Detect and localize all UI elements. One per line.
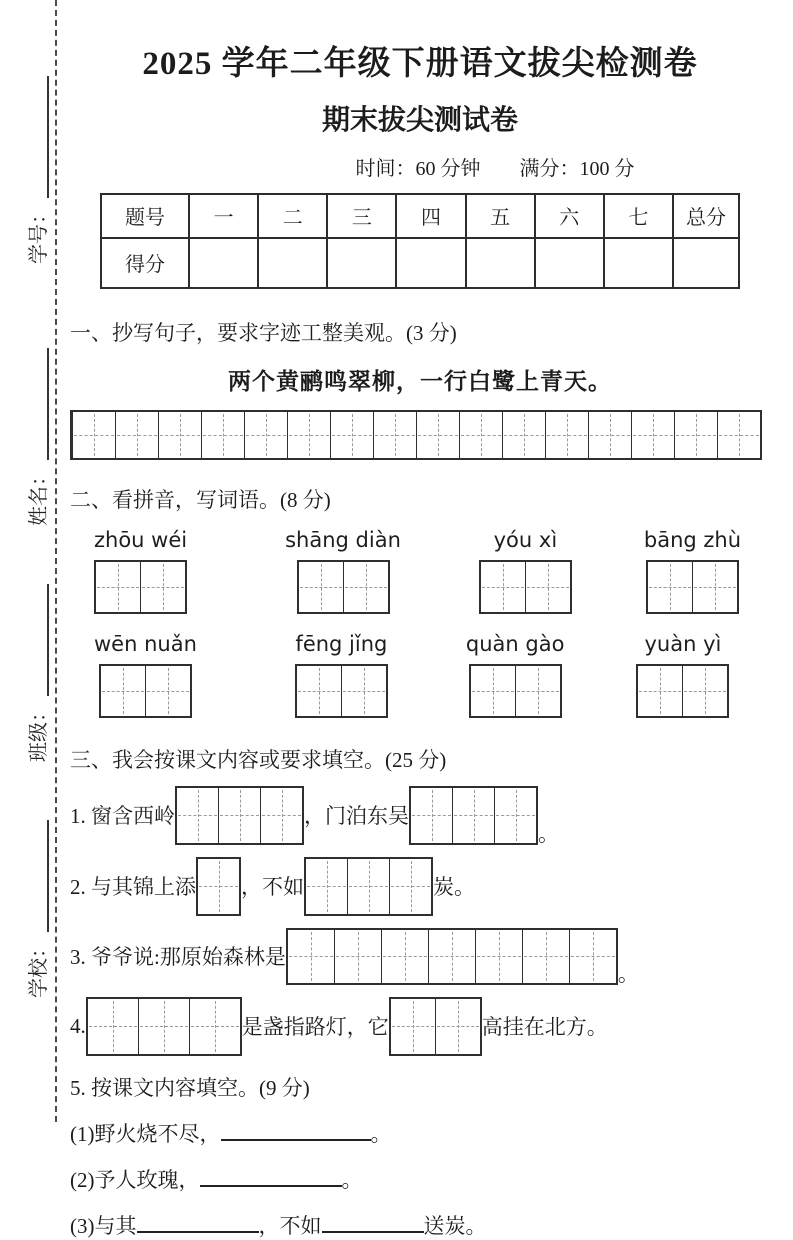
student-number-blank xyxy=(23,76,49,198)
pinyin-group xyxy=(479,528,572,614)
score-empty-cell xyxy=(604,238,673,288)
writing-cell xyxy=(428,930,475,983)
writing-cell xyxy=(158,412,201,458)
time-info: 时间：60 分钟 xyxy=(355,157,481,180)
answer-grid xyxy=(175,786,304,845)
q5-item-2 xyxy=(70,1162,770,1194)
score-header-cell: 五 xyxy=(466,194,535,238)
name-blank xyxy=(23,348,49,460)
student-info-rail xyxy=(20,40,52,1060)
section1-heading: 一、抄写句子，要求字迹工整美观。(3 分) xyxy=(70,320,457,345)
writing-cell xyxy=(201,412,244,458)
writing-cell xyxy=(682,666,727,716)
answer-grid xyxy=(469,664,562,718)
answer-grid xyxy=(297,560,390,614)
q5-item3-pre: (3)与其 xyxy=(70,1213,137,1238)
writing-cell xyxy=(373,412,416,458)
score-header-cell: 七 xyxy=(604,194,673,238)
seal-dashed-line xyxy=(55,0,57,1122)
q1-mid: ，门泊东吴 xyxy=(304,804,409,829)
writing-cell xyxy=(545,412,588,458)
writing-cell xyxy=(515,666,560,716)
writing-cell xyxy=(198,859,239,914)
writing-cell xyxy=(475,930,522,983)
q2-mid: ，不如 xyxy=(241,875,304,900)
writing-cell xyxy=(72,412,115,458)
score-empty-cell xyxy=(466,238,535,288)
question-5-heading: 5. 按课文内容填空。(9 分) xyxy=(70,1075,310,1100)
q5-item1-pre: (1)野火烧不尽， xyxy=(70,1121,221,1146)
score-header-cell: 一 xyxy=(189,194,258,238)
q5-item1-post: 。 xyxy=(370,1121,392,1146)
school-blank xyxy=(23,820,49,932)
answer-grid xyxy=(295,664,388,718)
writing-cell xyxy=(391,999,435,1054)
answer-grid xyxy=(389,997,482,1056)
writing-cell xyxy=(588,412,631,458)
pinyin-text: zhōu wéi xyxy=(94,527,188,552)
writing-cell xyxy=(88,999,138,1054)
writing-cell xyxy=(189,999,240,1054)
writing-cell xyxy=(218,788,260,843)
section1-writing-grid xyxy=(70,410,762,460)
q5-item-1 xyxy=(70,1116,770,1148)
writing-cell xyxy=(115,412,158,458)
question-4 xyxy=(70,997,770,1056)
q1-prefix: 1. 窗含西岭 xyxy=(70,804,175,829)
pinyin-text: wēn nuǎn xyxy=(94,631,197,656)
answer-grid xyxy=(99,664,192,718)
pinyin-group xyxy=(94,528,187,614)
school-label: 学校： xyxy=(27,938,50,998)
q4-suffix: 高挂在北方。 xyxy=(481,1015,608,1040)
pinyin-group xyxy=(466,632,565,718)
answer-grid xyxy=(479,560,572,614)
score-row-label: 得分 xyxy=(101,238,189,288)
writing-cell xyxy=(260,788,302,843)
pinyin-row-1 xyxy=(70,528,770,614)
q5-item2-post: 。 xyxy=(341,1167,363,1192)
writing-cell xyxy=(343,562,388,612)
pinyin-group xyxy=(644,528,741,614)
pinyin-text: bāng zhù xyxy=(643,527,742,552)
writing-cell xyxy=(648,562,692,612)
fill-blank xyxy=(221,1116,371,1141)
writing-cell xyxy=(494,788,536,843)
q4-prefix: 4. xyxy=(70,1013,86,1038)
writing-cell xyxy=(101,666,145,716)
writing-cell xyxy=(299,562,343,612)
writing-cell xyxy=(96,562,140,612)
answer-grid xyxy=(94,560,187,614)
pinyin-text: quàn gào xyxy=(465,631,565,656)
writing-cell xyxy=(435,999,480,1054)
section2-heading: 二、看拼音，写词语。(8 分) xyxy=(70,487,331,512)
question-2 xyxy=(70,857,770,916)
writing-cell xyxy=(288,930,334,983)
copy-sentence: 两个黄鹂鸣翠柳，一行白鹭上青天。 xyxy=(228,368,612,394)
q3-prefix: 3. 爷爷说:那原始森林是 xyxy=(70,945,286,970)
writing-cell xyxy=(306,859,347,914)
q4-mid: 是盏指路灯，它 xyxy=(241,1015,389,1040)
answer-grid xyxy=(196,857,241,916)
writing-cell xyxy=(481,562,525,612)
score-table xyxy=(100,193,740,289)
q5-item3-mid: ，不如 xyxy=(258,1213,322,1238)
writing-cell xyxy=(416,412,459,458)
score-header-cell: 题号 xyxy=(101,194,189,238)
writing-cell xyxy=(145,666,190,716)
q1-suffix: 。 xyxy=(538,821,559,846)
pinyin-group xyxy=(636,632,729,718)
q5-item-3 xyxy=(70,1208,770,1240)
pinyin-group xyxy=(94,632,197,718)
score-table-header-row xyxy=(101,194,739,238)
q2-prefix: 2. 与其锦上添 xyxy=(70,875,196,900)
writing-cell xyxy=(674,412,717,458)
writing-cell xyxy=(717,412,760,458)
score-empty-cell xyxy=(189,238,258,288)
writing-cell xyxy=(287,412,330,458)
writing-cell xyxy=(381,930,428,983)
writing-cell xyxy=(569,930,616,983)
score-header-cell: 三 xyxy=(327,194,396,238)
writing-cell xyxy=(471,666,515,716)
name-label: 姓名： xyxy=(27,466,50,526)
score-header-cell: 四 xyxy=(396,194,465,238)
writing-cell xyxy=(138,999,189,1054)
question-3 xyxy=(70,928,770,985)
writing-cell xyxy=(330,412,373,458)
score-header-cell: 总分 xyxy=(673,194,739,238)
question-1 xyxy=(70,786,770,845)
writing-cell xyxy=(692,562,737,612)
writing-cell xyxy=(638,666,682,716)
pinyin-group xyxy=(295,632,388,718)
writing-cell xyxy=(502,412,545,458)
time-score-line xyxy=(70,152,770,181)
writing-cell xyxy=(459,412,502,458)
pinyin-text: fēng jǐng xyxy=(295,631,388,656)
answer-grid xyxy=(646,560,739,614)
q5-item2-pre: (2)予人玫瑰， xyxy=(70,1167,200,1192)
writing-cell xyxy=(389,859,431,914)
writing-cell xyxy=(452,788,494,843)
score-header-cell: 二 xyxy=(258,194,327,238)
q3-suffix: 。 xyxy=(617,961,639,986)
writing-cell xyxy=(177,788,218,843)
class-blank xyxy=(23,584,49,696)
fill-blank xyxy=(322,1208,424,1233)
pinyin-row-2 xyxy=(70,632,770,718)
full-score-info: 满分：100 分 xyxy=(519,157,635,180)
page-subtitle: 期末拔尖测试卷 xyxy=(321,104,518,136)
score-table-score-row xyxy=(101,238,739,288)
pinyin-text: yóu xì xyxy=(493,527,558,552)
score-empty-cell xyxy=(396,238,465,288)
writing-cell xyxy=(522,930,569,983)
q2-suffix: 炭。 xyxy=(433,875,475,900)
score-empty-cell xyxy=(327,238,396,288)
fill-blank xyxy=(137,1208,259,1233)
answer-grid xyxy=(286,928,618,985)
writing-cell xyxy=(244,412,287,458)
writing-cell xyxy=(411,788,452,843)
answer-grid xyxy=(304,857,433,916)
score-empty-cell xyxy=(673,238,739,288)
writing-cell xyxy=(631,412,674,458)
writing-cell xyxy=(341,666,386,716)
pinyin-text: yuàn yì xyxy=(644,631,722,656)
section3-heading: 三、我会按课文内容或要求填空。(25 分) xyxy=(70,747,447,772)
fill-blank xyxy=(200,1162,342,1187)
answer-grid xyxy=(636,664,729,718)
q5-item3-post: 送炭。 xyxy=(423,1213,487,1238)
writing-cell xyxy=(140,562,185,612)
answer-grid xyxy=(86,997,242,1056)
score-empty-cell xyxy=(535,238,604,288)
score-empty-cell xyxy=(258,238,327,288)
exam-paper xyxy=(70,0,770,1240)
pinyin-text: shāng diàn xyxy=(285,527,401,552)
writing-cell xyxy=(525,562,570,612)
page-title: 2025 学年二年级下册语文拔尖检测卷 xyxy=(142,46,698,82)
writing-cell xyxy=(297,666,341,716)
score-header-cell: 六 xyxy=(535,194,604,238)
pinyin-group xyxy=(285,528,401,614)
student-number-label: 学号： xyxy=(27,204,50,264)
answer-grid xyxy=(409,786,538,845)
class-label: 班级： xyxy=(27,702,50,762)
writing-cell xyxy=(334,930,381,983)
writing-cell xyxy=(347,859,389,914)
